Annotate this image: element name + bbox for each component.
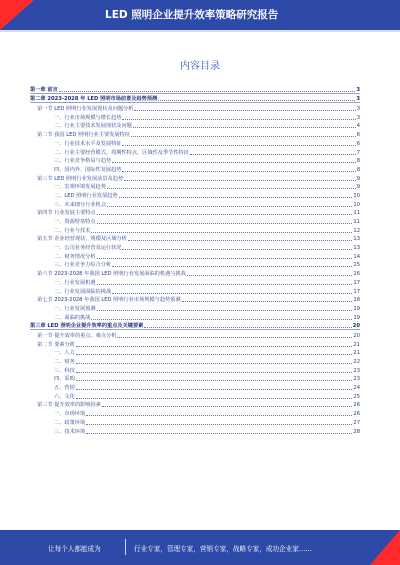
toc-page-number: 7 [356, 149, 360, 156]
toc-dot-leader [112, 162, 356, 163]
toc-entry[interactable] [30, 129, 360, 138]
toc-entry[interactable] [30, 112, 360, 121]
toc-entry-text: 二、LED 照明行业发展趋势 [54, 192, 118, 199]
toc-dot-leader [134, 110, 355, 111]
toc-entry[interactable] [30, 208, 360, 217]
toc-entry[interactable] [30, 408, 360, 417]
toc-page-number: 19 [353, 314, 360, 321]
toc-dot-leader [119, 197, 353, 198]
toc-page-number: 22 [353, 359, 360, 365]
toc-entry[interactable] [30, 216, 360, 225]
toc-dot-leader [107, 206, 353, 207]
toc-entry-text: 三、技术环境 [54, 428, 86, 435]
toc-dot-leader [59, 91, 356, 92]
toc-entry-text: 第二节 要素分析 [37, 341, 75, 348]
footer-slogan: 让每个人都能成为 [48, 545, 101, 553]
toc-entry[interactable] [30, 251, 360, 260]
toc-entry[interactable] [30, 400, 360, 409]
toc-dot-leader [124, 180, 356, 181]
toc-dot-leader [97, 214, 353, 215]
toc-page-number: 3 [356, 86, 360, 93]
toc-entry[interactable] [30, 365, 360, 374]
toc-entry[interactable] [30, 330, 360, 339]
toc-entry-text: 一、行业发展机遇 [54, 279, 96, 286]
toc-page-number: 13 [353, 245, 360, 252]
toc-entry-text: 二、行业与技术 [54, 227, 91, 234]
toc-page-number: 21 [353, 350, 360, 357]
toc-page-number: 24 [353, 385, 360, 392]
toc-dot-leader [86, 433, 352, 434]
toc-page-number: 4 [356, 123, 360, 130]
toc-dot-leader [76, 389, 353, 390]
toc-entry-text: 二、行业主要经营模式、周期性特点、区域性及季节性特征 [54, 149, 189, 156]
toc-entry-text: 一、行业市场规模与增长趋势 [54, 114, 122, 121]
toc-page-number: 28 [353, 428, 360, 435]
toc-page-number: 21 [353, 341, 360, 348]
toc-page-number: 12 [353, 227, 360, 234]
toc-heading: 内容目录 [180, 61, 220, 72]
toc-page-number: 8 [356, 158, 360, 165]
toc-entry-text: 一、公司业务经营及运行状况 [54, 245, 122, 252]
toc-page-number: 19 [353, 305, 360, 312]
toc-entry-text: 第一节 LED 照明行业发展现状及问题分析 [37, 106, 134, 113]
toc-page-number: 3 [356, 114, 360, 121]
table-of-contents [30, 84, 360, 435]
toc-entry-text: 第四节 行业发展主要特点 [37, 210, 96, 217]
toc-dot-leader [112, 293, 352, 294]
toc-entry-text: 五、营销 [54, 385, 75, 392]
toc-page-number: 8 [356, 166, 360, 173]
toc-page-number: 27 [353, 419, 360, 426]
toc-entry[interactable] [30, 190, 360, 199]
toc-dot-leader [182, 301, 353, 302]
toc-page-number: 3 [356, 106, 360, 113]
toc-entry-text: 二、政策环境 [54, 419, 86, 426]
toc-entry-text: 第七节 2023-2028 年我国 LED 照明行业市场规模与趋势预测 [37, 297, 181, 304]
toc-entry[interactable] [30, 84, 360, 93]
toc-dot-leader [133, 127, 356, 128]
toc-page-number: 23 [353, 367, 360, 374]
toc-entry-text: 第三节 LED 照明行业发展前景及趋势 [37, 175, 124, 182]
toc-entry[interactable] [30, 417, 360, 426]
toc-dot-leader [86, 415, 352, 416]
toc-dot-leader [76, 398, 353, 399]
toc-entry[interactable] [30, 94, 360, 103]
toc-dot-leader [76, 363, 353, 364]
toc-dot-leader [102, 406, 352, 407]
toc-page-number: 9 [356, 184, 360, 191]
toc-entry[interactable] [30, 339, 360, 348]
toc-entry-text: 三、行业竞争格局与趋势 [54, 158, 112, 165]
toc-page-number: 10 [353, 201, 360, 208]
toc-entry[interactable] [30, 147, 360, 156]
toc-entry[interactable] [30, 321, 360, 330]
toc-entry-text: 第一节 提升效率的重点、难点分析 [37, 332, 117, 339]
toc-entry-text: 第二章 2023-2028 年 LED 照明市场前景及趋势预测 [30, 96, 158, 103]
toc-entry[interactable] [30, 312, 360, 321]
toc-entry-text: 第二节 我国 LED 照明行业主要发展特征 [37, 132, 130, 139]
toc-dot-leader [97, 223, 353, 224]
toc-entry-text: 第一章 前言 [30, 86, 58, 93]
toc-entry-text: 二、行业主要技术发展现状及问题 [54, 123, 132, 130]
toc-page-number: 26 [353, 402, 360, 409]
toc-page-number: 6 [356, 140, 360, 147]
toc-entry[interactable] [30, 156, 360, 165]
toc-page-number: 26 [353, 411, 360, 418]
toc-entry[interactable] [30, 374, 360, 383]
toc-entry-text: 第三节 提升效率的影响因素 [37, 402, 101, 409]
toc-entry[interactable] [30, 138, 360, 147]
toc-page-number: 23 [353, 376, 360, 383]
toc-page-number: 15 [353, 262, 360, 269]
toc-dot-leader [97, 284, 353, 285]
toc-entry[interactable] [30, 303, 360, 312]
toc-entry-text: 三、科技 [54, 367, 75, 374]
toc-entry-text: 第五节 企业经营现状、规模及区域分析 [37, 236, 127, 243]
toc-dot-leader [76, 372, 353, 373]
toc-entry[interactable] [30, 199, 360, 208]
header-divider [0, 30, 400, 32]
toc-entry-text: 四、国内外、国际性发展趋势 [54, 166, 122, 173]
toc-entry[interactable] [30, 225, 360, 234]
toc-dot-leader [158, 100, 355, 101]
toc-dot-leader [97, 310, 353, 311]
toc-page-number: 11 [353, 210, 360, 217]
toc-entry-text: 一、宏观环境发展趋势 [54, 184, 106, 191]
toc-dot-leader [107, 188, 356, 189]
toc-dot-leader [76, 346, 352, 347]
report-title: LED 照明企业提升效率策略研究报告 [105, 9, 279, 21]
toc-dot-leader [76, 354, 353, 355]
toc-entry[interactable] [30, 260, 360, 269]
toc-dot-leader [144, 327, 351, 328]
toc-page-number: 3 [356, 96, 360, 103]
toc-dot-leader [76, 380, 353, 381]
toc-entry-text: 三、行业竞争力综合分析 [54, 262, 112, 269]
toc-page-number: 10 [353, 192, 360, 199]
toc-entry[interactable] [30, 182, 360, 191]
toc-dot-leader [187, 275, 353, 276]
toc-page-number: 11 [353, 219, 360, 225]
toc-entry-text: 二、财务 [54, 359, 75, 365]
toc-entry[interactable] [30, 426, 360, 435]
toc-page-number: 25 [353, 393, 360, 400]
toc-page-number: 17 [353, 279, 360, 286]
toc-entry[interactable] [30, 103, 360, 112]
toc-entry[interactable] [30, 348, 360, 357]
toc-entry[interactable] [30, 173, 360, 182]
toc-entry[interactable] [30, 356, 360, 365]
toc-entry[interactable] [30, 164, 360, 173]
toc-entry[interactable] [30, 382, 360, 391]
footer-separator [125, 539, 126, 555]
toc-entry-text: 二、面临的挑战 [54, 314, 91, 321]
toc-entry[interactable] [30, 121, 360, 130]
toc-entry[interactable] [30, 295, 360, 304]
toc-entry-text: 一、行业发展预测 [54, 305, 96, 312]
toc-entry-text: 一、人力 [54, 350, 75, 357]
toc-dot-leader [190, 154, 356, 155]
toc-entry[interactable] [30, 242, 360, 251]
toc-page-number: 6 [356, 132, 360, 139]
toc-entry-text: 三、未来细分行业机会 [54, 201, 106, 208]
toc-entry-text: 二、行业发展面临的挑战 [54, 288, 112, 295]
toc-page-number: 18 [353, 297, 360, 304]
toc-page-number: 17 [353, 288, 360, 295]
toc-entry[interactable] [30, 268, 360, 277]
toc-entry[interactable] [30, 234, 360, 243]
toc-entry[interactable] [30, 286, 360, 295]
toc-entry-text: 二、财务情况分析 [54, 253, 96, 260]
toc-page-number: 13 [353, 236, 360, 243]
toc-entry-text: 一、资源壁垒特点 [54, 219, 96, 225]
toc-entry-text: 一、行业技术水平及发展特征 [54, 140, 122, 147]
toc-page-number: 9 [356, 175, 360, 182]
header-red-accent [0, 0, 34, 30]
toc-dot-leader [117, 337, 352, 338]
toc-dot-leader [122, 249, 352, 250]
toc-dot-leader [131, 136, 356, 137]
toc-page-number: 20 [353, 332, 360, 339]
toc-dot-leader [112, 266, 352, 267]
toc-dot-leader [91, 319, 352, 320]
toc-page-number: 14 [353, 253, 360, 260]
toc-entry-text: 四、采购 [54, 376, 75, 383]
toc-dot-leader [122, 171, 355, 172]
toc-dot-leader [91, 232, 352, 233]
toc-dot-leader [97, 258, 353, 259]
toc-entry-text: 一、市场环境 [54, 411, 86, 418]
toc-dot-leader [122, 145, 355, 146]
toc-page-number: 16 [353, 271, 360, 278]
toc-page-number: 20 [352, 323, 360, 330]
toc-dot-leader [86, 424, 352, 425]
toc-dot-leader [122, 119, 355, 120]
toc-entry-text: 第三章 LED 照明企业提升效率的重点及关键要素 [30, 323, 144, 330]
footer-red-accent [370, 530, 400, 565]
toc-entry-text: 六、文化 [54, 393, 75, 400]
toc-dot-leader [128, 240, 353, 241]
toc-entry[interactable] [30, 277, 360, 286]
toc-entry-text: 第六节 2023-2028 年我国 LED 照明行业发展面临的机遇与挑战 [37, 271, 186, 278]
footer-roles: 行业专家，管理专家，营销专家，战略专家，成功企业家…… [134, 545, 313, 553]
toc-entry[interactable] [30, 391, 360, 400]
